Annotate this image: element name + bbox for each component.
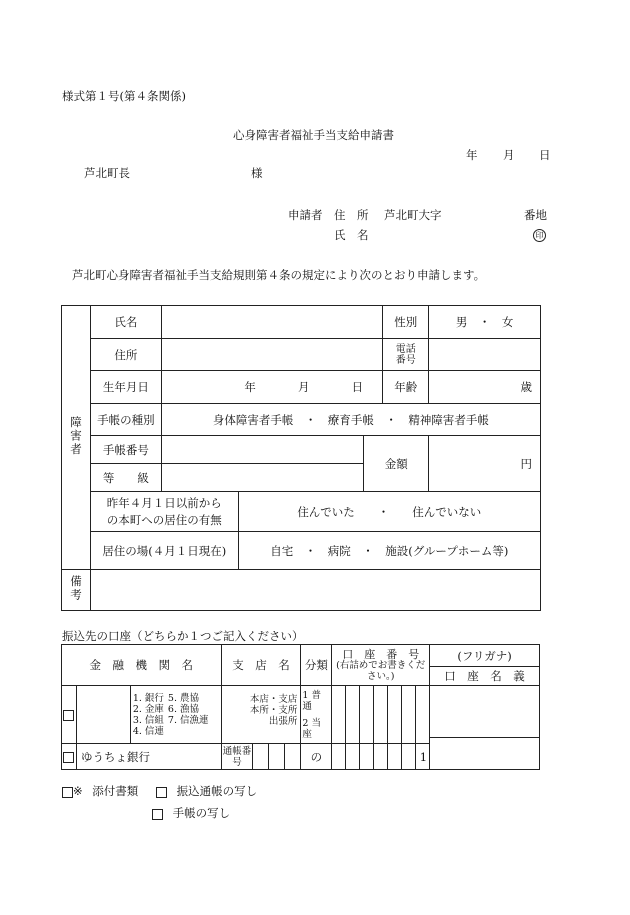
institution-name-input[interactable] bbox=[76, 686, 130, 744]
account-number-header: 口 座 番 号 (右詰めでお書きください。) bbox=[332, 645, 430, 686]
form-number: 様式第１号(第４条関係) bbox=[62, 89, 186, 103]
handbook-type-options[interactable]: 身体障害者手帳 ・ 療育手帳 ・ 精神障害者手帳 bbox=[161, 404, 540, 436]
date-month: 月 bbox=[503, 148, 515, 162]
institution-name-header: 金 融 機 関 名 bbox=[62, 645, 222, 686]
attachment-1-checkbox[interactable] bbox=[156, 787, 167, 798]
disabled-person-side-label: 障害者 bbox=[62, 306, 91, 570]
addressee: 芦北町長 bbox=[84, 166, 130, 180]
place-of-residence-header: 居住の場(４月１日現在) bbox=[90, 532, 238, 570]
attachments-row bbox=[62, 783, 257, 799]
passbook-digit-7[interactable] bbox=[374, 744, 388, 770]
address-label: 住 所 bbox=[334, 208, 369, 222]
attachments-checkbox[interactable] bbox=[62, 787, 73, 798]
addressee-suffix: 様 bbox=[251, 166, 263, 180]
address-input[interactable] bbox=[161, 339, 382, 371]
account-digit-1[interactable] bbox=[332, 686, 346, 744]
birthdate-header: 生年月日 bbox=[90, 371, 161, 404]
branch-name-header: 支 店 名 bbox=[221, 645, 301, 686]
applicant-label: 申請者 bbox=[288, 208, 323, 222]
amount-header: 金額 bbox=[364, 436, 429, 492]
account-digit-7[interactable] bbox=[416, 686, 430, 744]
age-input[interactable]: 歳 bbox=[429, 371, 541, 404]
passbook-digit-5[interactable] bbox=[346, 744, 360, 770]
address-suffix: 番地 bbox=[524, 208, 547, 222]
passbook-digit-4[interactable] bbox=[332, 744, 346, 770]
attachments-label: 添付書類 bbox=[92, 784, 139, 798]
passbook-digit-9[interactable] bbox=[402, 744, 416, 770]
passbook-digit-6[interactable] bbox=[360, 744, 374, 770]
account-holder-header: 口 座 名 義 bbox=[430, 667, 540, 686]
passbook-digit-8[interactable] bbox=[388, 744, 402, 770]
attachment-2-row bbox=[152, 805, 230, 821]
amount-input[interactable]: 円 bbox=[429, 436, 541, 492]
application-table bbox=[61, 305, 541, 611]
institution-type-options[interactable]: 1. 銀行 2. 金庫 3. 信組 4. 信連 5. 農協 6. 漁協 7. 信漁連 bbox=[130, 686, 221, 744]
account-digit-2[interactable] bbox=[346, 686, 360, 744]
remarks-header: 備考 bbox=[62, 570, 91, 611]
residence-options[interactable]: 住んでいた ・ 住んでいない bbox=[238, 492, 540, 532]
attachment-2-label: 手帳の写し bbox=[172, 806, 231, 820]
attachment-1-label: 振込通帳の写し bbox=[176, 784, 258, 798]
account-type-options[interactable]: 1 普通 2 当座 bbox=[301, 686, 332, 744]
account-digit-6[interactable] bbox=[402, 686, 416, 744]
birthdate-input[interactable] bbox=[161, 371, 382, 404]
attachments-prefix: ※ bbox=[73, 784, 83, 798]
grade-input[interactable] bbox=[161, 464, 363, 492]
passbook-fixed-digit: 1 bbox=[416, 744, 430, 770]
grade-header: 等 級 bbox=[90, 464, 161, 492]
date-day: 日 bbox=[539, 148, 551, 162]
place-of-residence-options[interactable]: 自宅 ・ 病院 ・ 施設(グループホーム等) bbox=[238, 532, 540, 570]
attachment-2-checkbox[interactable] bbox=[152, 809, 163, 820]
passbook-no-separator: の bbox=[301, 744, 332, 770]
form-title: 心身障害者福祉手当支給申請書 bbox=[233, 128, 394, 142]
name-label: 氏 名 bbox=[334, 228, 369, 242]
account-type-header: 分類 bbox=[301, 645, 332, 686]
passbook-digit-3[interactable] bbox=[285, 744, 301, 770]
bank-table bbox=[61, 644, 540, 770]
branch-type-options[interactable]: 本店・支店 本所・支所 出張所 bbox=[221, 686, 301, 744]
date-year: 年 bbox=[466, 148, 478, 162]
passbook-digit-1[interactable] bbox=[253, 744, 269, 770]
sex-options[interactable]: 男 ・ 女 bbox=[429, 306, 541, 339]
seal-mark: 印 bbox=[533, 227, 546, 242]
phone-header: 電話番号 bbox=[383, 339, 429, 371]
kana-header: (フリガナ) bbox=[430, 645, 540, 667]
birth-year-label: 年 bbox=[244, 380, 256, 394]
account-digit-5[interactable] bbox=[388, 686, 402, 744]
residence-question: 昨年４月１日以前から の本町への居住の有無 bbox=[90, 492, 238, 532]
birth-month-label: 月 bbox=[298, 380, 310, 394]
intro-text: 芦北町心身障害者福祉手当支給規則第４条の規定により次のとおり申請します。 bbox=[72, 268, 486, 282]
account-digit-4[interactable] bbox=[374, 686, 388, 744]
remarks-input[interactable] bbox=[90, 570, 540, 611]
birth-day-label: 日 bbox=[351, 380, 364, 394]
address-value: 芦北町大字 bbox=[384, 208, 442, 222]
bank-heading: 振込先の口座（どちらか１つご記入ください） bbox=[62, 629, 304, 643]
bank-checkbox[interactable] bbox=[62, 686, 77, 744]
handbook-type-header: 手帳の種別 bbox=[90, 404, 161, 436]
phone-input[interactable] bbox=[429, 339, 541, 371]
yucho-checkbox[interactable] bbox=[62, 744, 77, 770]
kana-input[interactable] bbox=[430, 717, 539, 738]
address-header: 住所 bbox=[90, 339, 161, 371]
age-header: 年齢 bbox=[383, 371, 429, 404]
name-input[interactable] bbox=[161, 306, 382, 339]
passbook-number-label: 通帳番号 bbox=[222, 745, 252, 768]
name-header: 氏名 bbox=[90, 306, 161, 339]
passbook-digit-2[interactable] bbox=[269, 744, 285, 770]
handbook-number-input[interactable] bbox=[161, 436, 363, 464]
account-holder-input[interactable] bbox=[430, 686, 540, 770]
yucho-label: ゆうちょ銀行 bbox=[76, 744, 221, 770]
handbook-number-header: 手帳番号 bbox=[90, 436, 161, 464]
account-digit-3[interactable] bbox=[360, 686, 374, 744]
sex-header: 性別 bbox=[383, 306, 429, 339]
